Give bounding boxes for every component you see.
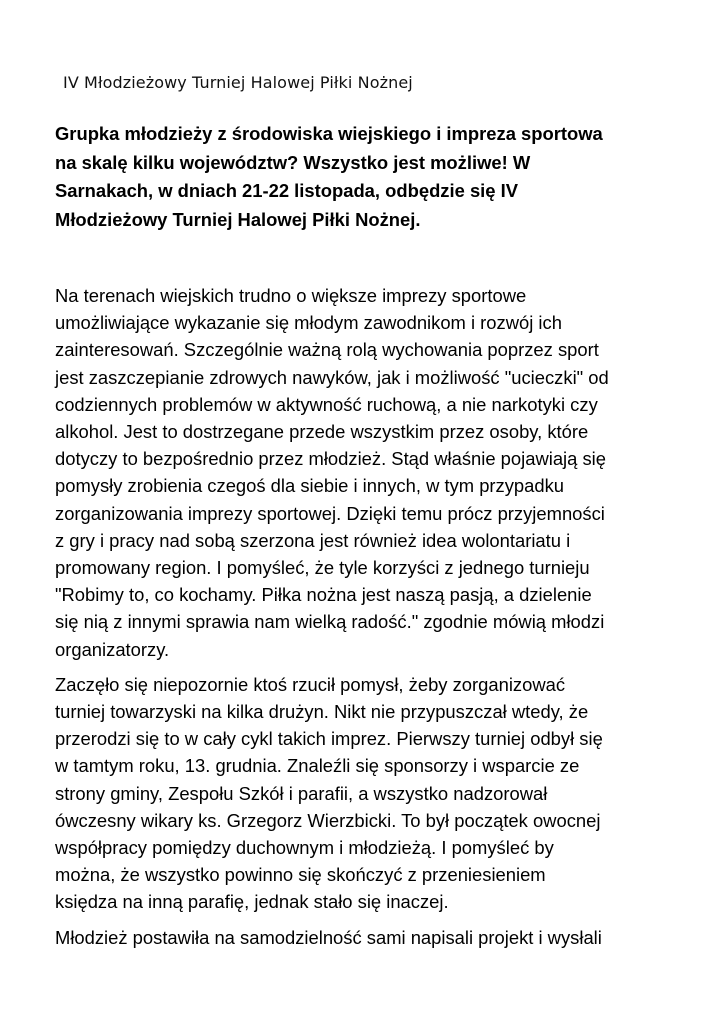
text-line: ówczesny wikary ks. Grzegorz Wierzbicki. To był początek owocnej [55,809,601,831]
text-line: codziennych problemów w aktywność ruchową, a nie narkotyki czy [55,393,598,415]
lead-line: Grupka młodzieży z środowiska wiejskiego i impreza sportowa [55,123,603,144]
text-line: umożliwiające wykazanie się młodym zawodnikom i rozwój ich [55,312,562,334]
lead-paragraph [55,120,695,234]
text-line: w tamtym roku, 13. grudnia. Znaleźli się sponsorzy i wsparcie ze [55,755,580,777]
text-line: Zaczęło się niepozornie ktoś rzucił pomysł, żeby zorganizować [55,673,566,695]
lead-line: na skalę kilku województw? Wszystko jest możliwe! W [55,151,531,173]
article-body [55,282,705,959]
lead-line: Sarnakach, w dniach 21-22 listopada, odbędzie się IV [55,180,518,201]
text-line: promowany region. I pomyśleć, że tyle korzyści z jednego turnieju [55,557,590,579]
body-paragraph-2 [55,671,705,916]
text-line: Młodzież postawiła na samodzielność sami napisali projekt i wysłali [55,926,602,948]
text-line: przerodzi się to w cały cykl takich imprez. Pierwszy turniej odbył się [55,728,603,750]
text-line: się nią z innymi sprawia nam wielką radość." zgodnie mówią młodzi [55,611,605,633]
body-paragraph-3 [55,924,705,951]
text-line: zorganizowania imprezy sportowej. Dzięki temu prócz przyjemności [55,502,605,524]
text-line: z gry i pracy nad sobą szerzona jest również idea wolontariatu i [55,529,571,551]
text-line: współpracy pomiędzy duchownym i młodzieżą. I pomyśleć by [55,837,554,859]
text-line: zainteresowań. Szczególnie ważną rolą wychowania poprzez sport [55,339,599,361]
text-line: alkohol. Jest to dostrzegane przede wszystkim przez osoby, które [55,421,589,443]
text-line: "Robimy to, co kochamy. Piłka nożna jest naszą pasją, a dzielenie [55,584,592,606]
text-line: dotyczy to bezpośrednio przez młodzież. Stąd właśnie pojawiają się [55,448,606,470]
lead-line: Młodzieżowy Turniej Halowej Piłki Nożnej. [55,208,421,230]
text-line: strony gminy, Zespołu Szkół i parafii, a wszystko nadzorował [55,782,548,804]
text-line: można, że wszystko powinno się skończyć z przeniesieniem [55,864,546,886]
text-line: organizatorzy. [55,638,170,660]
text-line: księdza na inną parafię, jednak stało się inaczej. [55,891,449,913]
text-line: pomysły zrobienia czegoś dla siebie i innych, w tym przypadku [55,475,565,497]
text-line: Na terenach wiejskich trudno o większe imprezy sportowe [55,285,527,306]
document-title: IV Młodzieżowy Turniej Halowej Piłki Nożnej [63,73,413,92]
text-line: turniej towarzyski na kilka drużyn. Nikt nie przypuszczał wtedy, że [55,701,589,723]
body-paragraph-1 [55,282,705,663]
text-line: jest zaszczepianie zdrowych nawyków, jak i możliwość "ucieczki" od [55,366,609,388]
